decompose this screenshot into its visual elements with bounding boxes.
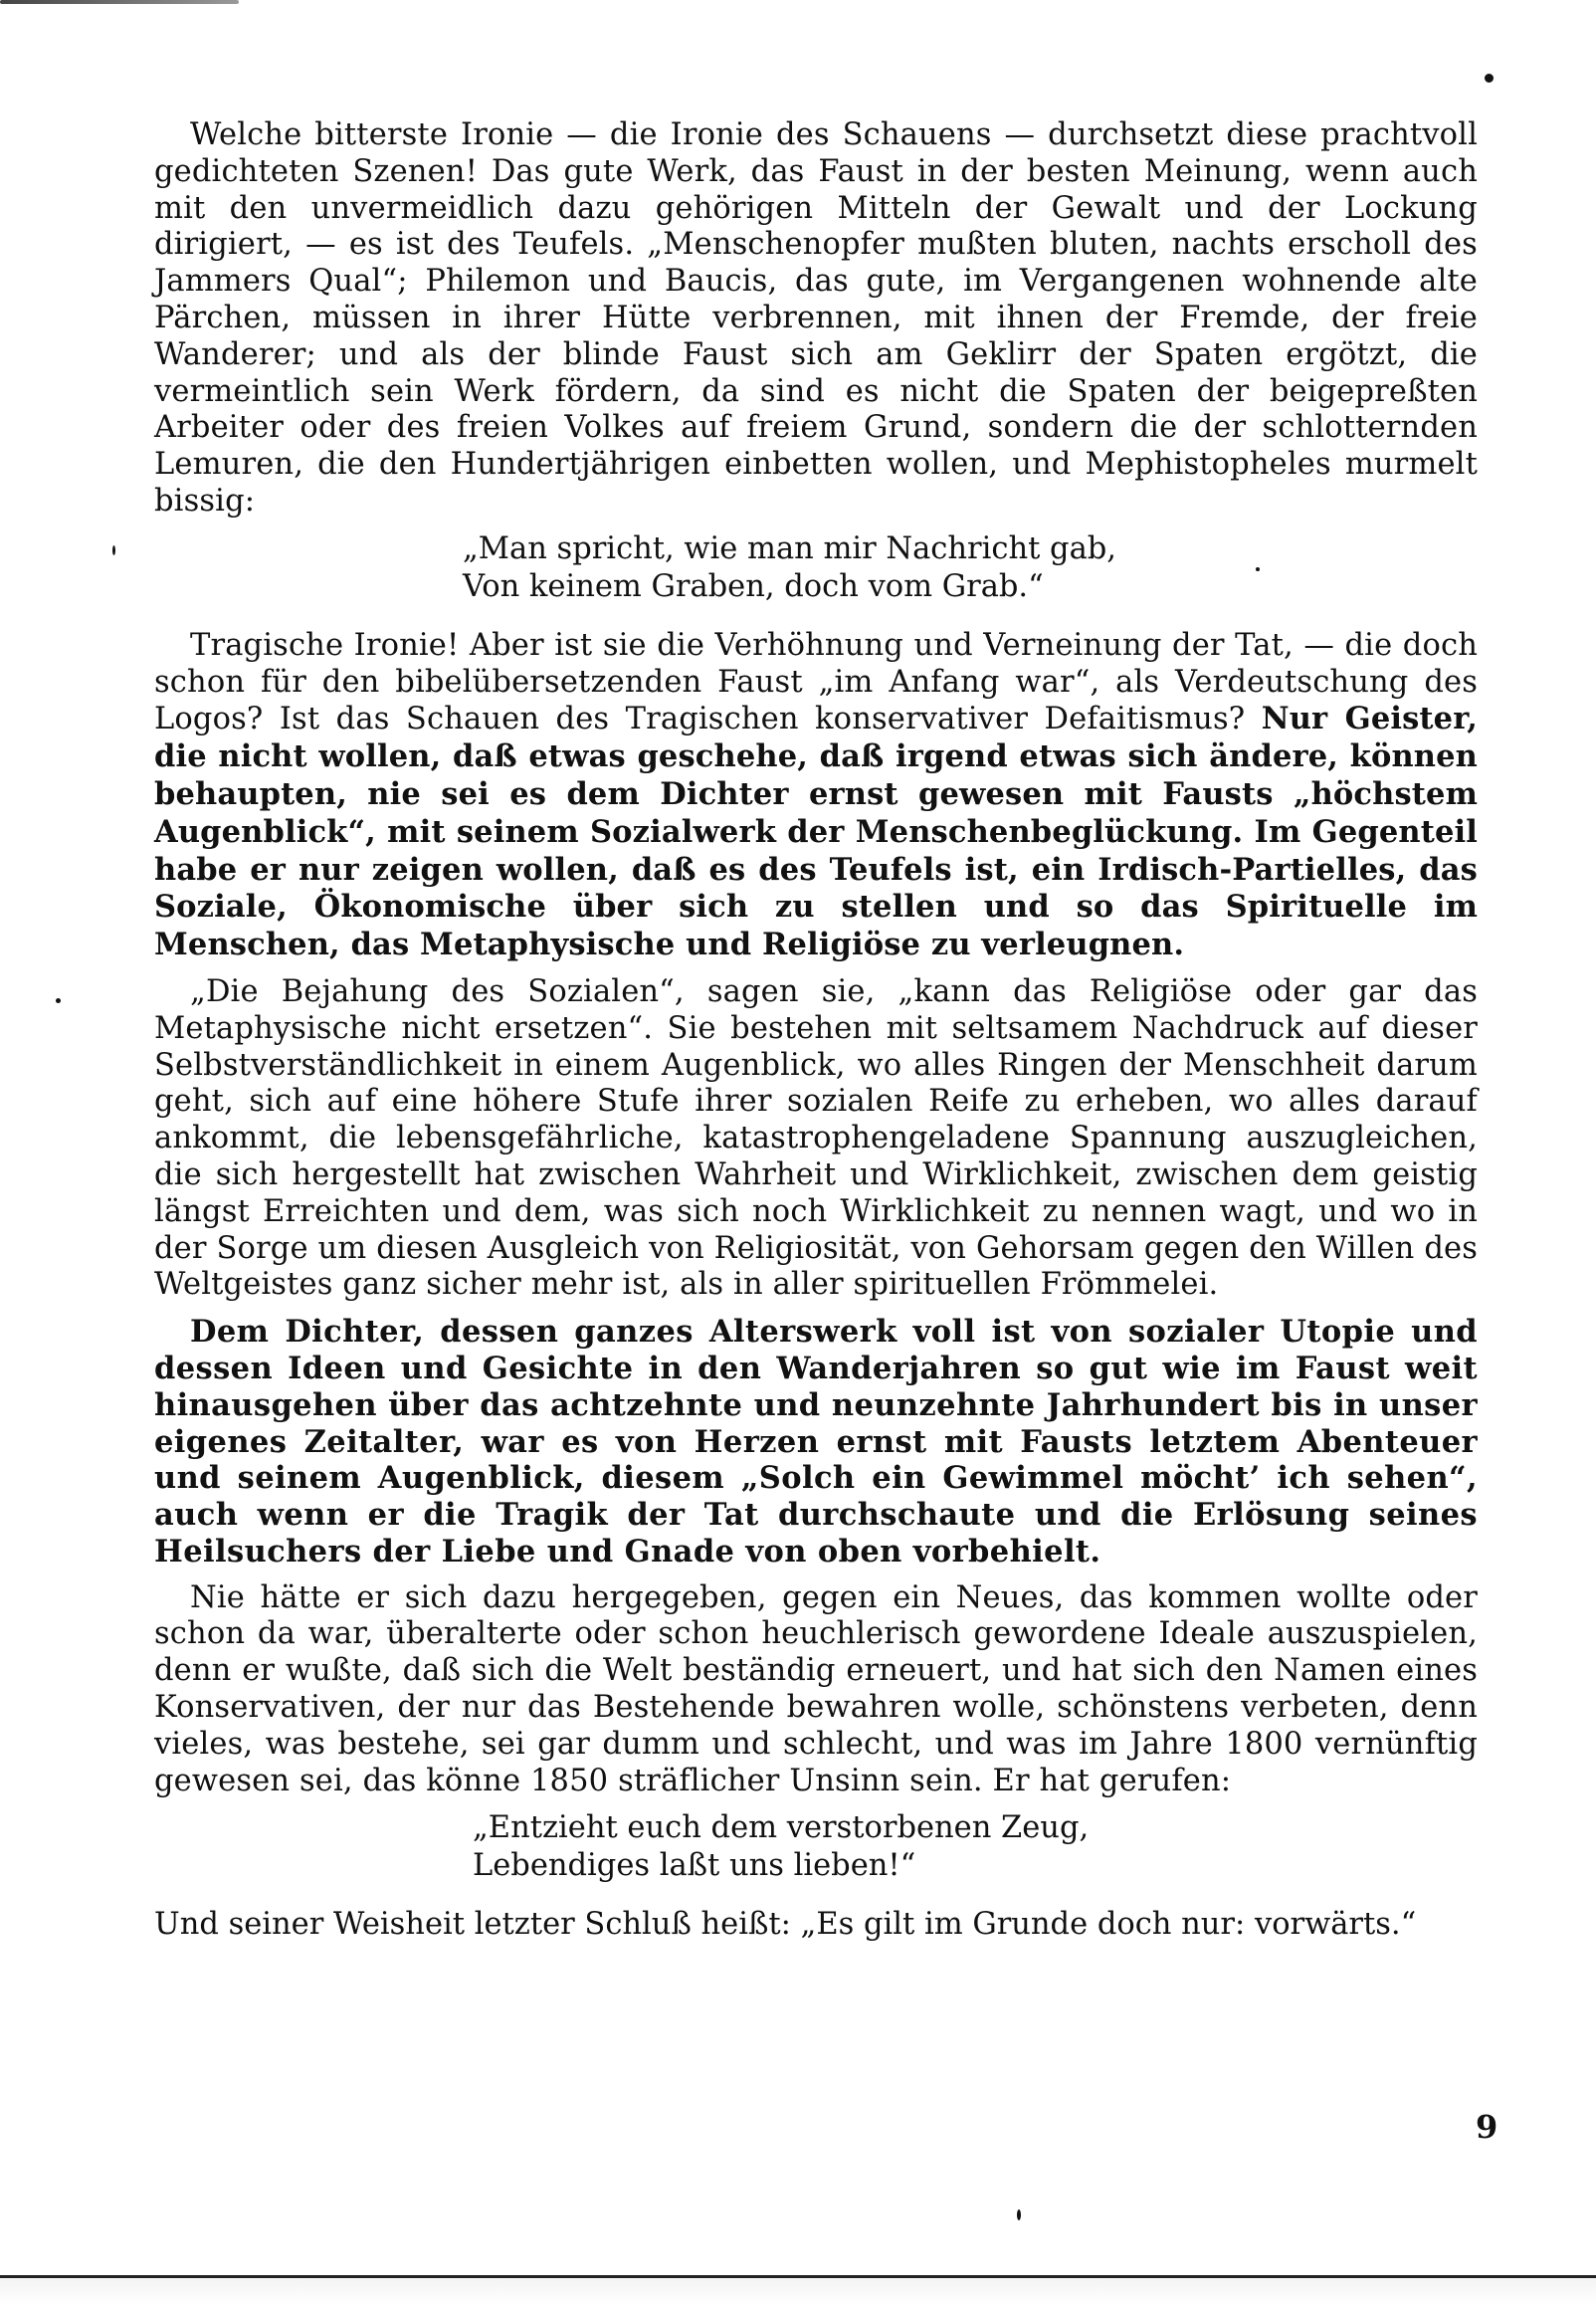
scan-speck	[1256, 567, 1260, 571]
paragraph-3-bold: Nur Geister, die nicht wollen, daß etwas geschehe, daß irgend etwas sich ändere, können behaupten, nie sei es dem Dichter ernst gewesen mit Fausts „höchstem Augenblick“, mit seinem Sozialwerk der Menschenbeglückung. Im Gegenteil habe er nur zeigen wollen, daß es des Teufels ist, ein Irdisch-Partielles, das Soziale, Ökonomische über sich zu stellen und so das Spirituelle im Menschen, das Metaphysische und Religiöse zu verleugnen.	[154, 701, 1478, 963]
verse-quote-2	[473, 1809, 1478, 1885]
verse-quote-1	[463, 530, 1478, 606]
scan-speck	[1017, 2209, 1021, 2220]
paragraph-3-normal: Tragische Ironie! Aber ist sie die Verhöhnung und Verneinung der Tat, — die doch schon für den bibelübersetzenden Faust „im Anfang war“, als Verdeutschung des Logos? Ist das Schauen des Tragischen konservativer Defaitismus?	[154, 627, 1478, 737]
verse-line: Lebendiges laßt uns lieben!“	[473, 1848, 916, 1884]
paragraph-5: Dem Dichter, dessen ganzes Alterswerk voll ist von sozialer Utopie und dessen Ideen und Gesichte in den Wanderjahren so gut wie im Faust weit hinausgehen über das achtzehnte und neunzehnte Jahrhundert bis in unser eigenes Zeitalter, war es von Herzen ernst mit Fausts letztem Abenteuer und seinem Augenblick, diesem „Solch ein Gewimmel möcht’ ich sehen“, auch wenn er die Tragik der Tat durchschaute und die Erlösung seines Heilsuchers der Liebe und Gnade von oben vorbehielt.	[154, 1314, 1478, 1570]
text-column	[154, 117, 1478, 1944]
closing-sentence: Und seiner Weisheit letzter Schluß heißt: „Es gilt im Grunde doch nur: vorwärts.“	[154, 1907, 1417, 1943]
scan-edge-bottom	[0, 2275, 1596, 2304]
scan-edge-top	[0, 0, 239, 4]
paragraph-1: Welche bitterste Ironie — die Ironie des Schauens — durchsetzt diese prachtvoll gedichteten Szenen! Das gute Werk, das Faust in der besten Meinung, wenn auch mit den unvermeidlich dazu gehörigen Mitteln der Gewalt und der Lockung dirigiert, — es ist des Teufels. „Menschenopfer mußten bluten, nachts erscholl des Jammers Qual“; Philemon und Baucis, das gute, im Vergangenen wohnende alte Pärchen, müssen in ihrer Hütte verbrennen, mit ihnen der Fremde, der freie Wanderer; und als der blinde Faust sich am Geklirr der Spaten ergötzt, die vermeintlich sein Werk fördern, da sind es nicht die Spaten der beigepreßten Arbeiter oder des freien Volkes auf freiem Grund, sondern die der schlotternden Lemuren, die den Hundertjährigen einbetten wollen, und Mephistopheles murmelt bissig:	[154, 117, 1478, 519]
verse-line: „Entzieht euch dem verstorbenen Zeug,	[473, 1810, 1090, 1846]
paragraph-4: „Die Bejahung des Sozialen“, sagen sie, „kann das Religiöse oder gar das Metaphysische nicht ersetzen“. Sie bestehen mit seltsamem Nachdruck auf dieser Selbstverständlichkeit in einem Augenblick, wo alles Ringen der Menschheit darum geht, sich auf eine höhere Stufe ihrer sozialen Reife zu erheben, wo alles darauf ankommt, die lebensgefährliche, katastrophengeladene Spannung auszugleichen, die sich hergestellt hat zwischen Wahrheit und Wirklichkeit, zwischen dem geistig längst Erreichten und dem, was sich noch Wirklichkeit zu nennen wagt, und wo in der Sorge um diesen Ausgleich von Religiosität, von Gehorsam gegen den Willen des Weltgeistes ganz sicher mehr ist, als in aller spirituellen Frömmelei.	[154, 973, 1478, 1303]
page-number: 9	[1476, 2108, 1498, 2146]
scan-speck	[1485, 74, 1494, 83]
scan-speck	[56, 998, 61, 1003]
paragraph-3	[154, 628, 1478, 964]
paragraph-6: Nie hätte er sich dazu hergegeben, gegen ein Neues, das kommen wollte oder schon da war, überalterte oder schon heuchlerisch gewordene Ideale auszuspielen, denn er wußte, daß sich die Welt beständig erneuert, und hat sich den Namen eines Konservativen, der nur das Bestehende bewahren wolle, schönstens verbeten, denn vieles, was bestehe, sei gar dumm und schlecht, und was im Jahre 1800 vernünftig gewesen sei, das könne 1850 sträflicher Unsinn sein. Er hat gerufen:	[154, 1579, 1478, 1798]
verse-line: Von keinem Graben, doch vom Grab.“	[463, 568, 1044, 604]
verse-line: „Man spricht, wie man mir Nachricht gab,	[463, 530, 1116, 566]
scan-speck	[112, 545, 115, 555]
